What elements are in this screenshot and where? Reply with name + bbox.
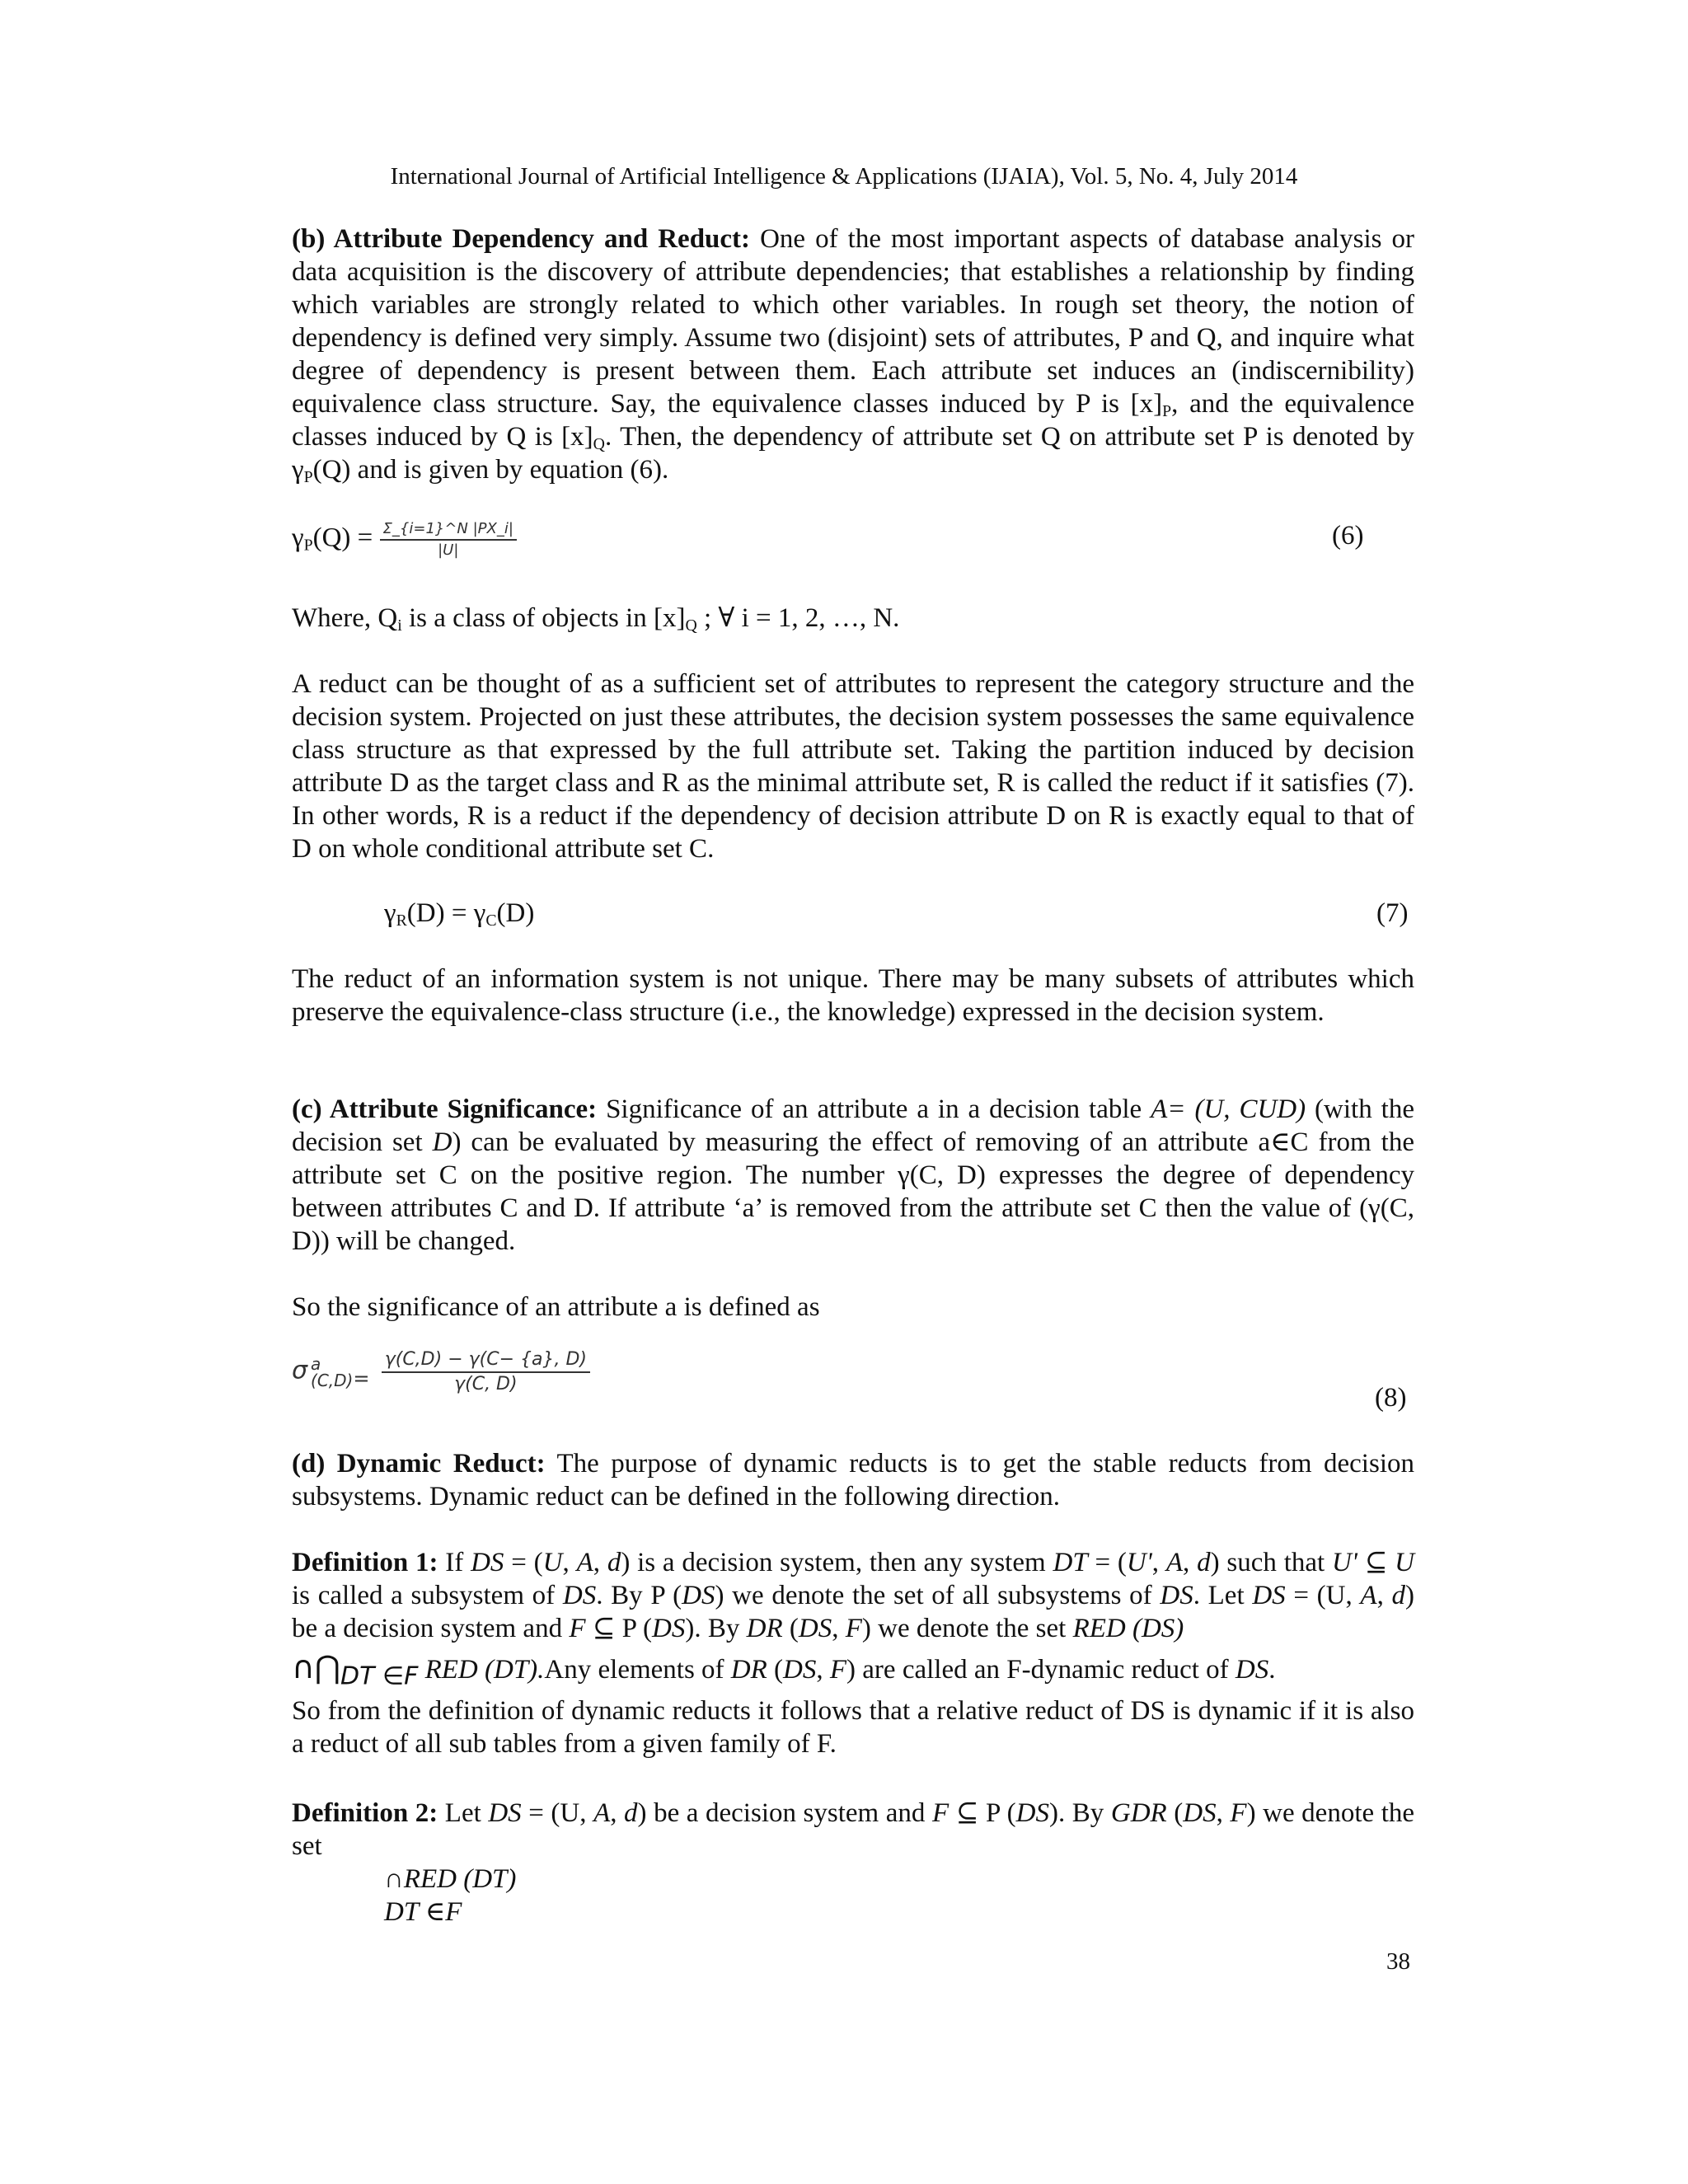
fraction-denominator: γ(C, D) bbox=[454, 1374, 518, 1394]
def-text: ) be a decision system and bbox=[637, 1798, 932, 1828]
fraction bbox=[380, 519, 517, 560]
section-c-paragraph bbox=[292, 1093, 1414, 1258]
def-text: ) we denote the set bbox=[861, 1614, 1073, 1643]
section-c-heading: (c) Attribute Significance: bbox=[292, 1094, 598, 1124]
def-text: , bbox=[562, 1548, 577, 1577]
subscript: C bbox=[485, 911, 497, 930]
subscript: P bbox=[303, 536, 313, 555]
def-italic: F bbox=[569, 1614, 586, 1643]
def-text: = (U, bbox=[1285, 1581, 1361, 1610]
def-text: is called a subsystem of bbox=[292, 1581, 563, 1610]
def-italic: DS bbox=[1160, 1581, 1193, 1610]
equation-7 bbox=[384, 897, 534, 930]
equation-6 bbox=[292, 519, 517, 560]
def-text: ) be a decision system and bbox=[292, 1581, 1414, 1643]
def-text: , bbox=[832, 1614, 846, 1643]
subscript: Q bbox=[685, 616, 697, 635]
def-text: = ( bbox=[1087, 1548, 1127, 1577]
def-italic: DS bbox=[1252, 1581, 1286, 1610]
def-italic: RED (DS) bbox=[1072, 1614, 1184, 1643]
def-text: . By P ( bbox=[596, 1581, 682, 1610]
fraction-numerator: Σ_{i=1}^N |PX_i| bbox=[380, 519, 517, 541]
def-italic: F bbox=[932, 1798, 950, 1828]
def-text: ( bbox=[782, 1614, 799, 1643]
def-italic: F bbox=[829, 1655, 847, 1685]
def-italic: DS bbox=[798, 1614, 832, 1643]
def-italic: DS bbox=[488, 1798, 522, 1828]
def-text: ⊆ bbox=[1357, 1548, 1395, 1577]
def-italic: DS bbox=[652, 1614, 686, 1643]
def-italic: DS bbox=[1235, 1655, 1269, 1685]
intersection-symbol: ∩ bbox=[384, 1864, 404, 1894]
subscript: P bbox=[1162, 401, 1172, 420]
def-italic: DT bbox=[1053, 1548, 1088, 1577]
def-text: ) are called an F-dynamic reduct of bbox=[846, 1655, 1236, 1685]
def-italic: DS bbox=[471, 1548, 504, 1577]
gamma-symbol: γ bbox=[384, 898, 396, 928]
def-text: ) such that bbox=[1210, 1548, 1332, 1577]
def-text: . Let bbox=[1193, 1581, 1253, 1610]
superscript: a bbox=[311, 1354, 321, 1374]
page-number: 38 bbox=[1386, 1948, 1410, 1975]
def-italic: DS bbox=[1015, 1798, 1049, 1828]
def-italic: F bbox=[1230, 1798, 1247, 1828]
def-text: = ( bbox=[504, 1548, 543, 1577]
significance-intro: So the significance of an attribute a is defined as bbox=[292, 1292, 820, 1322]
fraction-denominator: |U| bbox=[438, 541, 459, 559]
def-italic: DR bbox=[746, 1614, 783, 1643]
where-text: ; ∀ i = 1, 2, …, N. bbox=[696, 603, 900, 633]
def-italic: DS bbox=[1183, 1798, 1217, 1828]
reduct-paragraph: A reduct can be thought of as a sufficient set of attributes to represent the category structure and the decision system. Projected on just these attributes, the decision system possesses the same equivalence class structure as that expressed by the full attribute set. Taking the partition induced by decision attribute D as the target class and R as the minimal attribute set, R is called the reduct if it satisfies (7). In other words, R is a reduct if the dependency of decision attribute D on R is exactly equal to that of D on whole conditional attribute set C. bbox=[292, 669, 1414, 864]
definition-1-heading: Definition 1: bbox=[292, 1548, 438, 1577]
def-text: Let bbox=[438, 1798, 489, 1828]
subscript: Q bbox=[593, 434, 605, 453]
definition-1-line-2 bbox=[292, 1648, 1414, 1689]
def-text: , bbox=[816, 1655, 830, 1685]
def-text: ) we denote the set of all subsystems of bbox=[715, 1581, 1160, 1610]
subscript: P bbox=[303, 467, 313, 486]
def-italic: DS bbox=[783, 1655, 817, 1685]
section-c-text: Significance of an attribute a in a decision table bbox=[597, 1094, 1151, 1124]
subscript: DT ∈F bbox=[340, 1661, 419, 1691]
def-italic: RED (DT) bbox=[403, 1864, 517, 1894]
def-italic: DS bbox=[682, 1581, 715, 1610]
equation-body: (D) = γ bbox=[406, 898, 486, 928]
def-italic: U' bbox=[1332, 1548, 1357, 1577]
def-italic: DR bbox=[730, 1655, 767, 1685]
section-b-paragraph bbox=[292, 223, 1414, 486]
def-text: ) is a decision system, then any system bbox=[621, 1548, 1053, 1577]
def-text: ⊆ P ( bbox=[949, 1798, 1016, 1828]
section-c-text: ) can be evaluated by measuring the effect of removing of an attribute a∈C from the attribute set C on the positive region. The number γ(C, D) expresses the degree of dependency between attributes C and D. If attribute ‘a’ is removed from the attribute set C then the value of (γ(C, D)) will be changed. bbox=[292, 1127, 1414, 1256]
section-d-heading: (d) Dynamic Reduct: bbox=[292, 1449, 546, 1479]
def-text: = (U, bbox=[521, 1798, 594, 1828]
subscript: (C,D) bbox=[311, 1371, 354, 1390]
definition-2-set-line-b: DT ∈F bbox=[384, 1897, 462, 1927]
section-c-italic: D bbox=[432, 1127, 452, 1157]
reduct-not-unique-paragraph: The reduct of an information system is not unique. There may be many subsets of attributes which preserve the equivalence-class structure (i.e., the knowledge) expressed in the decision system. bbox=[292, 964, 1414, 1027]
def-italic: F bbox=[845, 1614, 862, 1643]
definition-1-paragraph bbox=[292, 1546, 1414, 1645]
def-italic: U bbox=[1395, 1548, 1415, 1577]
def-text: , bbox=[1151, 1548, 1166, 1577]
equation-7-number: (7) bbox=[1376, 898, 1409, 928]
gamma-symbol: γ bbox=[292, 523, 304, 553]
section-d-paragraph bbox=[292, 1447, 1414, 1513]
equals-sign: = bbox=[353, 1366, 370, 1390]
subscript: i bbox=[397, 616, 402, 635]
def-text: . bbox=[1268, 1655, 1276, 1685]
subscript: R bbox=[396, 911, 407, 930]
section-b-heading: (b) Attribute Dependency and Reduct: bbox=[292, 224, 751, 254]
def-italic: RED (DT). bbox=[418, 1655, 545, 1685]
def-text: If bbox=[438, 1548, 471, 1577]
def-text: ). By bbox=[1048, 1798, 1111, 1828]
def-italic: d bbox=[607, 1548, 621, 1577]
running-header: International Journal of Artificial Intelligence & Applications (IJAIA), Vol. 5, No. 4, July 2014 bbox=[390, 163, 1298, 190]
def-italic: d bbox=[1197, 1548, 1211, 1577]
equation-lhs: (Q) = bbox=[312, 523, 373, 553]
def-text: ⊆ P ( bbox=[585, 1614, 653, 1643]
equation-6-number: (6) bbox=[1332, 521, 1364, 551]
definition-2-heading: Definition 2: bbox=[292, 1798, 438, 1828]
def-italic: GDR bbox=[1110, 1798, 1167, 1828]
def-text: , bbox=[1183, 1548, 1198, 1577]
fraction-numerator: γ(C,D) − γ(C− {a}, D) bbox=[382, 1348, 590, 1373]
def-text: ( bbox=[767, 1655, 784, 1685]
def-italic: U' bbox=[1126, 1548, 1152, 1577]
def-italic: d bbox=[1391, 1581, 1405, 1610]
def-italic: A bbox=[593, 1798, 611, 1828]
def-italic: A bbox=[576, 1548, 593, 1577]
where-line bbox=[292, 602, 1414, 635]
fraction bbox=[382, 1348, 590, 1396]
equation-body: (D) bbox=[496, 898, 535, 928]
def-text: Any elements of bbox=[544, 1655, 731, 1685]
equation-8-number: (8) bbox=[1375, 1383, 1407, 1413]
section-c-text: (with the decision set bbox=[292, 1094, 1414, 1157]
where-text: Where, Q bbox=[292, 603, 398, 633]
definition-2-paragraph bbox=[292, 1797, 1414, 1863]
section-d-text: The purpose of dynamic reducts is to get the stable reducts from decision subsystems. Dynamic reduct can be defined in the following direction. bbox=[292, 1449, 1414, 1511]
def-text: , bbox=[610, 1798, 625, 1828]
section-b-text: (Q) and is given by equation (6). bbox=[312, 455, 669, 485]
def-text: , bbox=[1216, 1798, 1231, 1828]
equation-8 bbox=[292, 1348, 590, 1396]
section-b-text: . Then, the dependency of attribute set Q on attribute set P is denoted by γ bbox=[292, 422, 1415, 485]
intersection-symbol: ∩⋂ bbox=[292, 1649, 340, 1685]
def-italic: d bbox=[624, 1798, 638, 1828]
def-text: ( bbox=[1166, 1798, 1184, 1828]
definition-1-follow: So from the definition of dynamic reducts it follows that a relative reduct of DS is dynamic if it is also a reduct of all sub tables from a given family of F. bbox=[292, 1696, 1414, 1759]
def-italic: DS bbox=[562, 1581, 597, 1610]
where-text: is a class of objects in [x] bbox=[401, 603, 686, 633]
section-c-italic: A= (U, CUD) bbox=[1151, 1094, 1306, 1124]
def-text: , bbox=[1376, 1581, 1392, 1610]
def-text: , bbox=[593, 1548, 607, 1577]
section-b-text: One of the most important aspects of database analysis or data acquisition is the discovery of attribute dependencies; that establishes a relationship by finding which variables are strongly related to which other variables. In rough set theory, the notion of dependency is defined very simply. Assume two (disjoint) sets of attributes, P and Q, and inquire what degree of dependency is present between them. Each attribute set induces an (indiscernibility) equivalence class structure. Say, the equivalence classes induced by P is [x] bbox=[292, 224, 1414, 419]
def-text: ) we denote the set bbox=[292, 1798, 1415, 1861]
def-italic: U bbox=[542, 1548, 563, 1577]
def-italic: A bbox=[1165, 1548, 1184, 1577]
def-text: ). By bbox=[685, 1614, 747, 1643]
sigma-symbol: σ bbox=[292, 1356, 308, 1385]
def-italic: A bbox=[1360, 1581, 1377, 1610]
section-b-text: , and the equivalence classes induced by Q is [x] bbox=[292, 389, 1414, 452]
definition-2-set-line-a bbox=[384, 1863, 516, 1896]
